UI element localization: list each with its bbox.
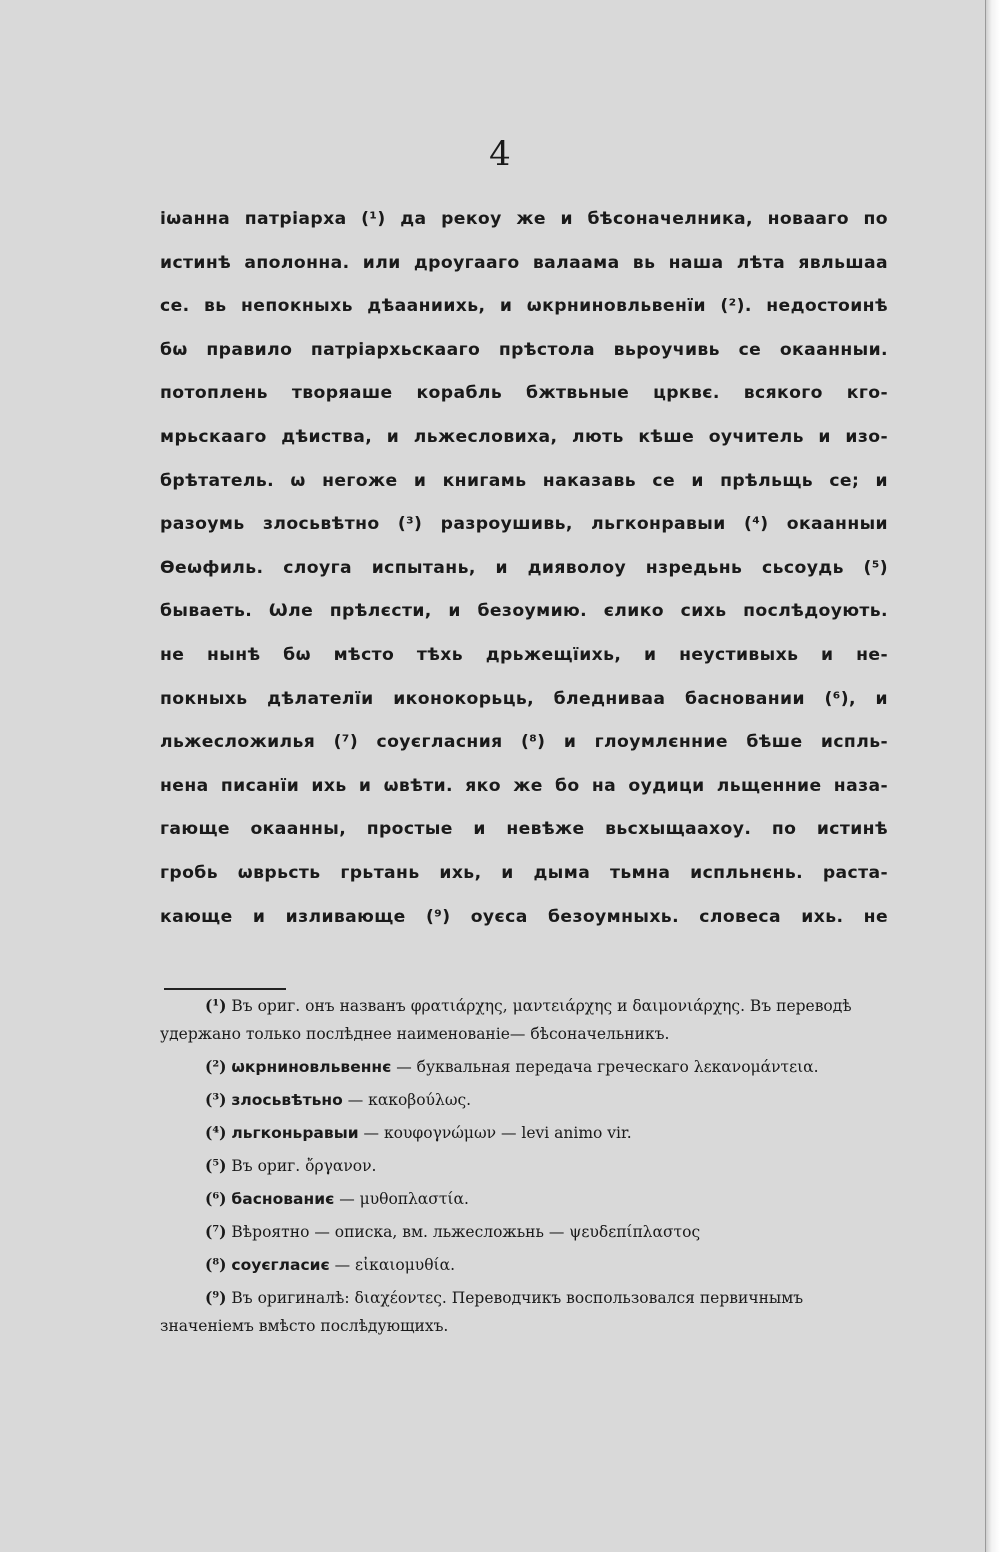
footnote-9 (160, 1284, 888, 1340)
footnote-mark: (⁷) (205, 1222, 227, 1241)
text-line: льжесложилья (⁷) соуєгласния (⁸) и глоумлєнние бѣше испль- (160, 732, 888, 753)
footnote-mark: (¹) (205, 996, 227, 1015)
text-line: нена писанїи ихь и ωвѣти. яко же бо на оудици льщенние наза- (160, 775, 888, 796)
footnote-mark: (⁸) (205, 1255, 227, 1274)
footnote-mark: (³) (205, 1090, 227, 1109)
text-line: покныхь дѣлателїи иконокорьць, бледниваа басновании (⁶), и (160, 688, 888, 709)
text-line: бω правило патріархьскааго прѣстола вьроучивь се окаанныи. (160, 339, 888, 360)
footnote-text: Въ ориг. онъ названъ φρατιάρχης, μαντειάρχης и δαιμονιάρχης. Въ переводѣ удержано только послѣднее наименованіе— бѣсоначельникъ. (160, 997, 852, 1043)
footnote-mark: (⁵) (205, 1156, 227, 1175)
text-line: истинѣ аполонна. или дроугааго валаама вь наша лѣта явльшаа (160, 252, 888, 273)
footnote-6 (160, 1185, 888, 1213)
footnote-term: баснованиє (231, 1190, 335, 1208)
text-line: гающе окаанны, простые и невѣже вьсхыщаахоу. по истинѣ (160, 819, 888, 840)
text-line: брѣтатель. ω негоже и книгамь наказавь се и прѣльщь се; и (160, 470, 888, 491)
footnote-4 (160, 1119, 888, 1147)
footnote-text: — εἰκαιομυθία. (334, 1256, 456, 1274)
footnote-separator (164, 988, 286, 990)
text-line: гробь ωврьсть грьтань ихь, и дыма тьмна испльнєнь. раста- (160, 862, 888, 883)
footnote-7 (160, 1218, 888, 1246)
footnote-text: — буквальная передача греческаго λεκανομάντεια. (396, 1058, 819, 1076)
main-text-block (160, 198, 888, 939)
text-line: не нынѣ бω мѣсто тѣхь дрьжещїихь, и неустивыхь и не- (160, 644, 888, 665)
text-line: мрьскааго дѣиства, и льжесловиха, лють кѣше оучитель и изо- (160, 426, 888, 447)
footnote-mark: (⁴) (205, 1123, 227, 1142)
text-line: бываеть. Ѡле прѣлєсти, и безоумию. єлико сихь послѣдоують. (160, 601, 888, 622)
text-line: разоумь злосьвѣтно (³) разроушивь, льгконравыи (⁴) окаанныи (160, 514, 888, 535)
footnote-term: ωкрниновльвеннє (231, 1058, 392, 1076)
text-line: потоплень творяаше корабль бжтвьные црквє. всякого кго- (160, 383, 888, 404)
footnote-text: — κουφογνώμων — levi animo vir. (363, 1124, 632, 1142)
footnote-term: льгконьравыи (231, 1124, 359, 1142)
footnote-mark: (²) (205, 1057, 227, 1076)
footnote-5 (160, 1152, 888, 1180)
text-line: іωанна патріарха (¹) да рекоу же и бѣсоначелника, новааго по (160, 209, 888, 229)
footnote-mark: (⁹) (205, 1288, 227, 1307)
page-number: 4 (489, 134, 511, 174)
footnote-text: Вѣроятно — описка, вм. льжесложьнь — ψευδεπίπλαστος (231, 1223, 701, 1241)
footnote-3 (160, 1086, 888, 1114)
footnotes (160, 992, 888, 1345)
footnote-text: Въ оригиналѣ: διαχέοντες. Переводчикъ воспользовался первичнымъ значеніемъ вмѣсто послѣдующихъ. (160, 1289, 804, 1335)
footnote-mark: (⁶) (205, 1189, 227, 1208)
footnote-8 (160, 1251, 888, 1279)
footnote-2 (160, 1053, 888, 1081)
footnote-text: Въ ориг. ὄργανον. (231, 1157, 377, 1175)
page-edge (985, 0, 1000, 1552)
footnote-text: — κακοβούλως. (347, 1091, 472, 1109)
footnote-term: злосьвѣтьно (231, 1091, 343, 1109)
text-line: кающе и изливающе (⁹) оуєса безоумныхь. словеса ихь. не (160, 906, 888, 927)
text-line: се. вь непокныхь дѣааниихь, и ωкрниновльвенїи (²). недостоинѣ (160, 296, 888, 317)
footnote-1 (160, 992, 888, 1048)
footnote-term: соуєгласиє (231, 1256, 330, 1274)
footnote-text: — μυθοπλαστία. (339, 1190, 469, 1208)
text-line: Ѳеωфиль. слоуга испытань, и дияволоу нзредьнь сьсоудь (⁵) (160, 557, 888, 578)
